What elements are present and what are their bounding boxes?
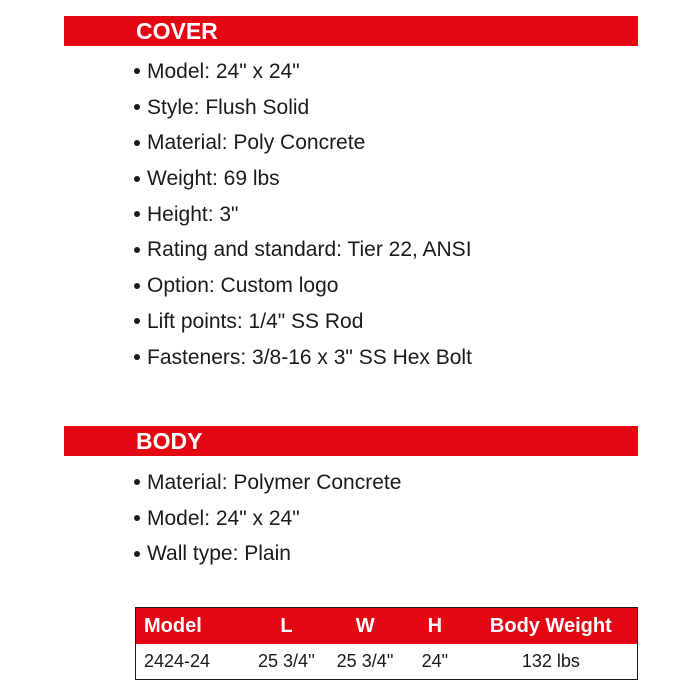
column-header-height: H	[427, 614, 443, 637]
bullet-icon	[134, 68, 140, 74]
list-item	[134, 90, 472, 126]
table-cell-height: 24"	[421, 651, 449, 671]
bullet-icon	[134, 479, 140, 485]
table-cell-width: 25 3/4''	[336, 651, 394, 671]
list-item	[134, 125, 472, 161]
list-item-text: Model: 24" x 24"	[147, 60, 300, 83]
body-spec-list	[134, 465, 401, 572]
list-item-text: Material: Polymer Concrete	[147, 471, 402, 494]
column-header-length: L	[280, 614, 293, 637]
table-header-row	[136, 608, 638, 645]
bullet-icon	[134, 104, 140, 110]
cover-section-title: COVER	[136, 18, 218, 44]
bullet-icon	[134, 211, 140, 217]
column-header-body-weight: Body Weight	[489, 614, 612, 637]
list-item	[134, 304, 472, 340]
list-item-text: Height: 3"	[147, 202, 239, 226]
list-item-text: Fasteners: 3/8-16 x 3" SS Hex Bolt	[147, 345, 472, 369]
cover-spec-list	[134, 54, 472, 375]
list-item-text: Wall type: Plain	[147, 542, 291, 566]
list-item-text: Material: Poly Concrete	[147, 131, 366, 155]
list-item-text: Rating and standard: Tier 22, ANSI	[147, 238, 472, 262]
bullet-icon	[134, 515, 140, 521]
bullet-icon	[134, 247, 140, 253]
cover-section-header	[64, 16, 638, 46]
table-cell-length: 25 3/4''	[258, 651, 315, 671]
list-item-text: Style: Flush Solid	[147, 95, 310, 119]
list-item	[134, 232, 472, 268]
list-item	[134, 465, 401, 501]
list-item	[134, 340, 472, 376]
bullet-icon	[134, 283, 140, 289]
bullet-icon	[134, 551, 140, 557]
list-item	[134, 54, 472, 90]
list-item	[134, 268, 472, 304]
spec-table	[135, 607, 638, 680]
list-item-text: Lift points: 1/4" SS Rod	[147, 309, 364, 333]
list-item	[134, 536, 401, 572]
list-item-text: Option: Custom logo	[147, 274, 339, 298]
table-cell-body-weight: 132 lbs	[521, 651, 580, 671]
table-row	[136, 644, 638, 680]
list-item-text: Model: 24" x 24"	[147, 506, 300, 530]
bullet-icon	[134, 354, 140, 360]
table-cell-model: 2424-24	[144, 651, 211, 671]
list-item	[134, 501, 401, 537]
body-section-title: BODY	[136, 428, 203, 454]
bullet-icon	[134, 318, 140, 324]
list-item-text: Weight: 69 lbs	[147, 167, 280, 191]
list-item	[134, 197, 472, 233]
bullet-icon	[134, 140, 140, 146]
body-section-header	[64, 426, 638, 456]
column-header-model: Model	[144, 614, 202, 637]
column-header-width: W	[355, 614, 375, 637]
bullet-icon	[134, 176, 140, 182]
list-item	[134, 161, 472, 197]
